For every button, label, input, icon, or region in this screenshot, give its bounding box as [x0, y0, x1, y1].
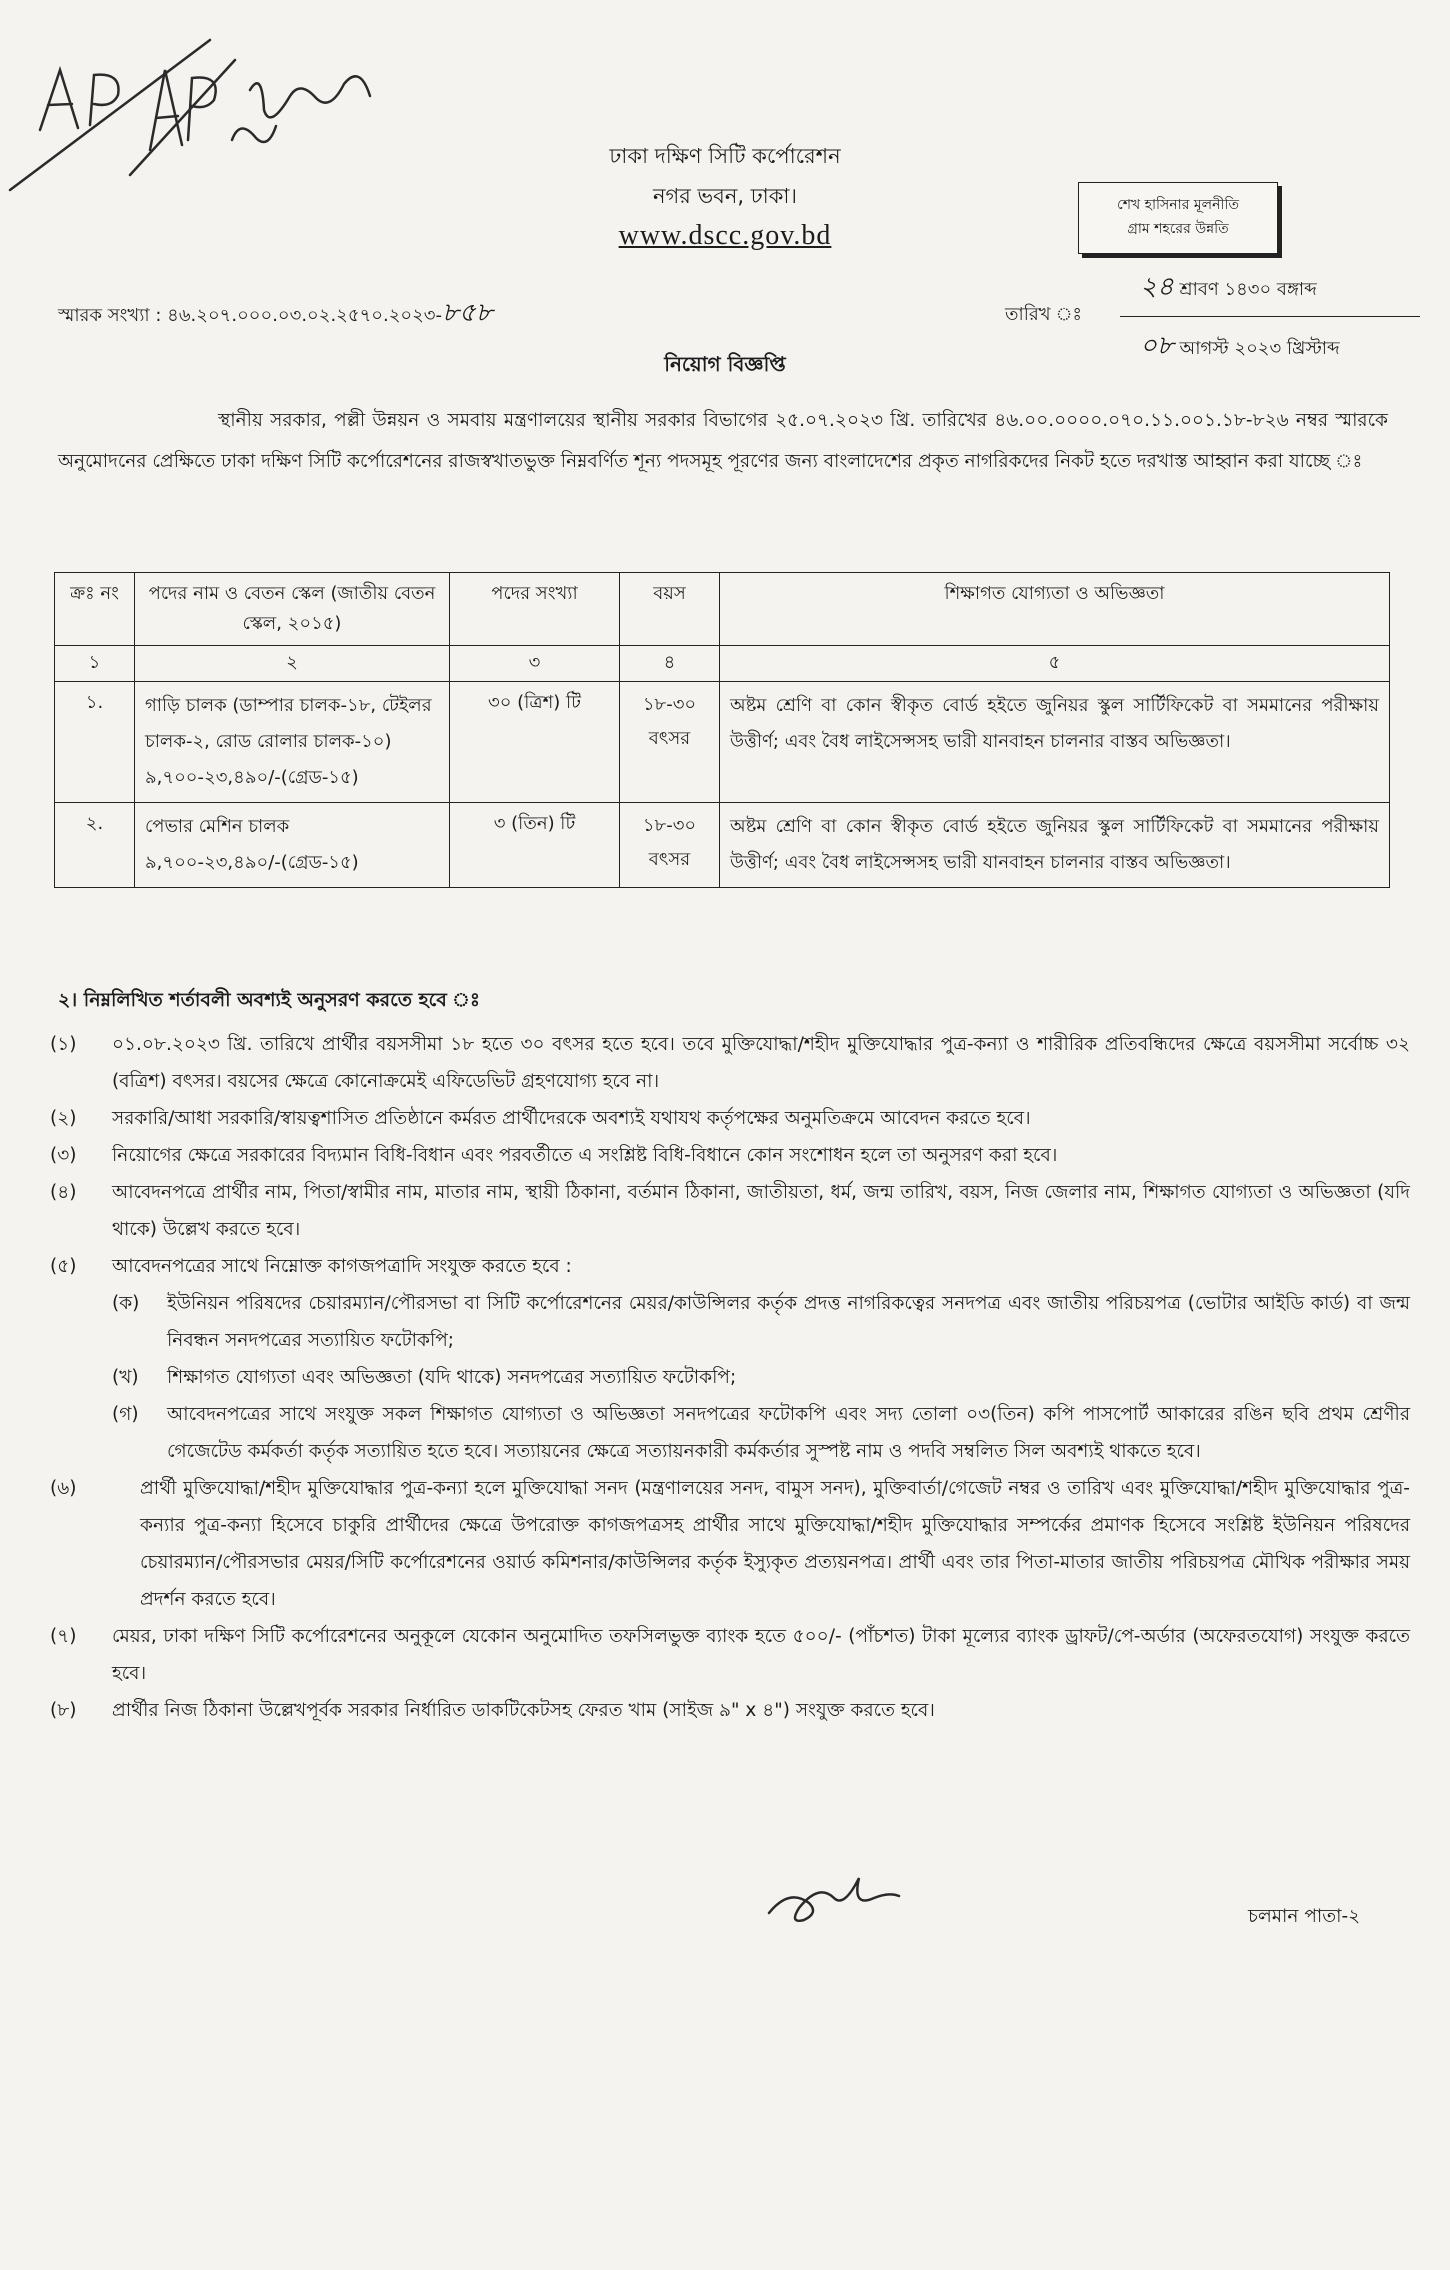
condition-text: নিয়োগের ক্ষেত্রে সরকারের বিদ্যমান বিধি-বিধান এবং পরবর্তীতে এ সংশ্লিষ্ট বিধি-বিধানে কোন সংশোধন হলে তা অনুসরণ করা হবে।: [112, 1145, 1058, 1166]
vacancy-table: [54, 572, 1390, 888]
intro-paragraph: স্থানীয় সরকার, পল্লী উন্নয়ন ও সমবায় মন্ত্রণালয়ের স্থানীয় সরকার বিভাগের ২৫.০৭.২০২৩ খ্রি. তারিখের ৪৬.০০.০০০০.০৭০.১১.০০১.১৮-৮২৬ নম্বর স্মারকে অনুমোদনের প্রেক্ষিতে ঢাকা দক্ষিণ সিটি কর্পোরেশনের রাজস্বখাতভুক্ত নিম্নবর্ণিত শূন্য পদসমূহ পূরণের জন্য বাংলাদেশের প্রকৃত নাগরিকদের নিকট হতে দরখাস্ত আহ্বান করা যাচ্ছে ঃ: [58, 410, 1388, 472]
sub-condition-text: ইউনিয়ন পরিষদের চেয়ারম্যান/পৌরসভা বা সিটি কর্পোরেশনের মেয়র/কাউন্সিলর কর্তৃক প্রদত্ত নাগরিকত্বের সনদপত্র এবং জাতীয় পরিচয়পত্র (ভোটার আইডি কার্ড) বা জন্ম নিবন্ধন সনদপত্রের সত্যায়িত ফটোকপি;: [167, 1293, 1410, 1351]
condition-number: (৬): [50, 1478, 77, 1499]
condition-item: [50, 1174, 1410, 1248]
conditions-list: [50, 1026, 1410, 1729]
condition-number: (৪): [50, 1182, 77, 1203]
condition-number: (২): [50, 1108, 77, 1129]
condition-item: [50, 1100, 1410, 1137]
header-age: বয়স: [620, 573, 720, 646]
sub-condition-number: (গ): [112, 1404, 139, 1425]
date-bangla-text: শ্রাবণ ১৪৩০ বঙ্গাব্দ: [1179, 279, 1317, 300]
condition-item: [50, 1137, 1410, 1174]
condition-item: [50, 1692, 1410, 1729]
index-cell: ৪: [620, 646, 720, 682]
condition-number: (৮): [50, 1700, 77, 1721]
date-bangla: [1120, 266, 1420, 317]
row-post: [135, 682, 450, 803]
post-name: গাড়ি চালক (ডাম্পার চালক-১৮, টেইলর চালক-২, রোড রোলার চালক-১০): [145, 695, 432, 752]
table-row: [55, 682, 1390, 803]
index-cell: ৩: [450, 646, 620, 682]
row-count: ৩ (তিন) টি: [450, 803, 620, 888]
condition-item: [50, 1470, 1410, 1618]
condition-number: (৩): [50, 1145, 77, 1166]
condition-number: (৫): [50, 1256, 77, 1277]
condition-number: (১): [50, 1034, 77, 1055]
row-serial: ১.: [55, 682, 135, 803]
memo-label: স্মারক সংখ্যা : ৪৬.২০৭.০০০.০৩.০২.২৫৭০.২০২৩-: [58, 305, 443, 326]
row-serial: ২.: [55, 803, 135, 888]
condition-text: সরকারি/আধা সরকারি/স্বায়ত্বশাসিত প্রতিষ্ঠানে কর্মরত প্রার্থীদেরকে অবশ্যই যথাযথ কর্তৃপক্ষের অনুমতিক্রমে আবেদন করতে হবে।: [112, 1108, 1031, 1129]
row-qualification: অষ্টম শ্রেণি বা কোন স্বীকৃত বোর্ড হইতে জুনিয়র স্কুল সার্টিফিকেট বা সমমানের পরীক্ষায় উত্তীর্ণ; এবং বৈধ লাইসেন্সসহ ভারী যানবাহন চালনার বাস্তব অভিজ্ঞতা।: [720, 682, 1390, 803]
post-name: পেভার মেশিন চালক: [145, 816, 290, 837]
header-count: পদের সংখ্যা: [450, 573, 620, 646]
website-link[interactable]: www.dscc.gov.bd: [618, 220, 832, 251]
org-name: ঢাকা দক্ষিণ সিটি কর্পোরেশন: [609, 144, 841, 168]
condition-text: প্রার্থী মুক্তিযোদ্ধা/শহীদ মুক্তিযোদ্ধার পুত্র-কন্যা হলে মুক্তিযোদ্ধা সনদ (মন্ত্রণালয়ের সনদ, বামুস সনদ), মুক্তিবার্তা/গেজেট নম্বর ও তারিখ এবং মুক্তিযোদ্ধা/শহীদ মুক্তিযোদ্ধার পুত্র-কন্যার পুত্র-কন্যা হিসেবে চাকুরি প্রার্থীদের ক্ষেত্রে উপরোক্ত কাগজপত্রসহ প্রার্থীর সাথে মুক্তিযোদ্ধা/শহীদ মুক্তিযোদ্ধার সম্পর্কের প্রমাণক হিসেবে সংশ্লিষ্ট ইউনিয়ন পরিষদের চেয়ারম্যান/পৌরসভার মেয়র/সিটি কর্পোরেশনের ওয়ার্ড কমিশনার/কাউন্সিলর কর্তৃক ইস্যুকৃত প্রত্যয়নপত্র। প্রার্থী এবং তার পিতা-মাতার জাতীয় পরিচয়পত্র মৌখিক পরীক্ষার সময় প্রদর্শন করতে হবে।: [140, 1478, 1410, 1610]
table-row: [55, 803, 1390, 888]
row-age: ১৮-৩০ বৎসর: [620, 682, 720, 803]
row-age: ১৮-৩০ বৎসর: [620, 803, 720, 888]
signature: [764, 1858, 904, 1938]
continued-page-note: চলমান পাতা-২: [1248, 1906, 1361, 1927]
org-address: নগর ভবন, ঢাকা।: [652, 184, 797, 208]
date-label: তারিখ ঃ: [1005, 304, 1083, 325]
motto-line-1: শেখ হাসিনার মূলনীতি: [1117, 197, 1239, 213]
sub-condition-text: আবেদনপত্রের সাথে সংযুক্ত সকল শিক্ষাগত যোগ্যতা ও অভিজ্ঞতা সনদপত্রের ফটোকপি এবং সদ্য তোলা ০৩(তিন) কপি পাসপোর্ট আকারের রঙিন ছবি প্রথম শ্রেণীর গেজেটেড কর্মকর্তা কর্তৃক সত্যায়িত হতে হবে। সত্যায়নের ক্ষেত্রে সত্যায়নকারী কর্মকর্তার সুস্পষ্ট নাম ও পদবি সম্বলিত সিল অবশ্যই থাকতে হবে।: [167, 1404, 1410, 1462]
notice-title: নিয়োগ বিজ্ঞপ্তি: [664, 352, 786, 376]
memo-number: [58, 292, 493, 336]
post-scale: ৯,৭০০-২৩,৪৯০/-(গ্রেড-১৫): [145, 852, 359, 873]
row-count: ৩০ (ত্রিশ) টি: [450, 682, 620, 803]
condition-item: [50, 1618, 1410, 1692]
date-gregorian-text: আগস্ট ২০২৩ খ্রিস্টাব্দ: [1179, 338, 1340, 359]
condition-text: মেয়র, ঢাকা দক্ষিণ সিটি কর্পোরেশনের অনুকূলে যেকোন অনুমোদিত তফসিলভুক্ত ব্যাংক হতে ৫০০/- (পাঁচশত) টাকা মূল্যের ব্যাংক ড্রাফট/পে-অর্ডার (অফেরতযোগ) সংযুক্ত করতে হবে।: [112, 1626, 1410, 1684]
memo-handwritten-number: ৮৫৮: [442, 298, 493, 328]
index-cell: ২: [135, 646, 450, 682]
condition-item: [50, 1248, 1410, 1285]
motto-line-2: গ্রাম শহরের উন্নতি: [1127, 221, 1229, 237]
index-cell: ৫: [720, 646, 1390, 682]
motto-box: [1078, 182, 1278, 254]
condition-text: ০১.০৮.২০২৩ খ্রি. তারিখে প্রার্থীর বয়সসীমা ১৮ হতে ৩০ বৎসর হতে হবে। তবে মুক্তিযোদ্ধা/শহীদ মুক্তিযোদ্ধার পুত্র-কন্যা ও শারীরিক প্রতিবন্ধিদের ক্ষেত্রে বয়সসীমা সর্বোচ্চ ৩২ (বত্রিশ) বৎসর। বয়সের ক্ষেত্রে কোনোক্রমেই এফিডেভিট গ্রহণযোগ্য হবে না।: [112, 1034, 1410, 1092]
table-index-row: [55, 646, 1390, 682]
sub-condition-text: শিক্ষাগত যোগ্যতা এবং অভিজ্ঞতা (যদি থাকে) সনদপত্রের সত্যায়িত ফটোকপি;: [167, 1367, 737, 1388]
date-day-gregorian: ০৮: [1140, 331, 1174, 361]
condition-text: আবেদনপত্রে প্রার্থীর নাম, পিতা/স্বামীর নাম, মাতার নাম, স্থায়ী ঠিকানা, বর্তমান ঠিকানা, জাতীয়তা, ধর্ম, জন্ম তারিখ, বয়স, নিজ জেলার নাম, শিক্ষাগত যোগ্যতা ও অভিজ্ঞতা (যদি থাকে) উল্লেখ করতে হবে।: [112, 1182, 1410, 1240]
row-qualification: অষ্টম শ্রেণি বা কোন স্বীকৃত বোর্ড হইতে জুনিয়র স্কুল সার্টিফিকেট বা সমমানের পরীক্ষায় উত্তীর্ণ; এবং বৈধ লাইসেন্সসহ ভারী যানবাহন চালনার বাস্তব অভিজ্ঞতা।: [720, 803, 1390, 888]
table-header-row: [55, 573, 1390, 646]
condition-text: প্রার্থীর নিজ ঠিকানা উল্লেখপূর্বক সরকার নির্ধারিত ডাকটিকেটসহ ফেরত খাম (সাইজ ৯" x ৪") সংযুক্ত করতে হবে।: [112, 1700, 935, 1721]
condition-number: (৭): [50, 1626, 77, 1647]
header-qualification: শিক্ষাগত যোগ্যতা ও অভিজ্ঞতা: [720, 573, 1390, 646]
post-scale: ৯,৭০০-২৩,৪৯০/-(গ্রেড-১৫): [145, 767, 359, 788]
sub-condition-number: (খ): [112, 1367, 139, 1388]
row-post: [135, 803, 450, 888]
condition-item: [50, 1026, 1410, 1100]
conditions-heading: ২। নিম্নলিখিত শর্তাবলী অবশ্যই অনুসরণ করতে হবে ঃ: [58, 989, 481, 1011]
header-serial: ক্রঃ নং: [55, 573, 135, 646]
condition-text: আবেদনপত্রের সাথে নিম্নোক্ত কাগজপত্রাদি সংযুক্ত করতে হবে :: [112, 1256, 572, 1277]
sub-condition-item: [112, 1285, 1410, 1359]
sub-condition-item: [112, 1359, 1410, 1396]
date-day-bangla: ২৪: [1140, 272, 1174, 302]
header-post: পদের নাম ও বেতন স্কেল (জাতীয় বেতন স্কেল, ২০১৫): [135, 573, 450, 646]
index-cell: ১: [55, 646, 135, 682]
sub-condition-item: [112, 1396, 1410, 1470]
sub-condition-number: (ক): [112, 1293, 140, 1314]
